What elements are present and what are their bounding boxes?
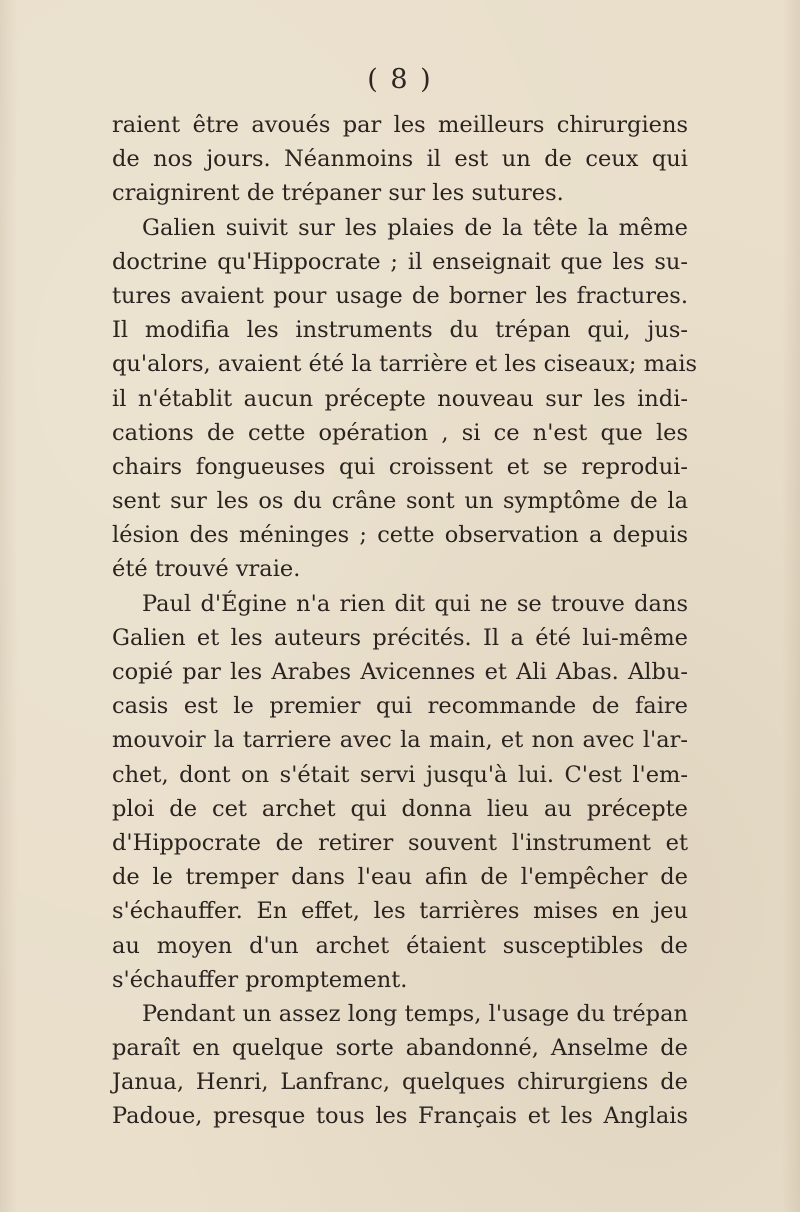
text-line: d'Hippocrate de retirer souvent l'instrument et bbox=[112, 829, 688, 856]
text-line: tures avaient pour usage de borner les fractures. bbox=[112, 282, 688, 309]
page-number: ( 8 ) bbox=[367, 64, 433, 95]
text-line: raient être avoués par les meilleurs chirurgiens bbox=[112, 112, 688, 138]
text-line: Galien suivit sur les plaies de la tête la même bbox=[142, 214, 688, 241]
text-line: Il modifia les instruments du trépan qui, jus- bbox=[112, 317, 688, 344]
text-line: doctrine qu'Hippocrate ; il enseignait que les su- bbox=[112, 248, 688, 275]
text-line: chairs fongueuses qui croissent et se reprodui- bbox=[112, 453, 688, 480]
text-line: Galien et les auteurs précités. Il a été lui-même bbox=[112, 624, 688, 651]
body-text bbox=[112, 108, 698, 1134]
text-line: s'échauffer promptement. bbox=[112, 966, 408, 993]
text-line: cations de cette opération , si ce n'est que les bbox=[112, 419, 688, 446]
text-line: il n'établit aucun précepte nouveau sur les indi- bbox=[112, 385, 688, 412]
text-line: sent sur les os du crâne sont un symptôme de la bbox=[112, 488, 688, 515]
text-line: au moyen d'un archet étaient susceptibles de bbox=[112, 932, 688, 959]
text-line: craignirent de trépaner sur les sutures. bbox=[112, 180, 564, 207]
text-line: paraît en quelque sorte abandonné, Anselme de bbox=[112, 1035, 688, 1062]
text-line: ploi de cet archet qui donna lieu au précepte bbox=[112, 795, 688, 822]
text-line: de nos jours. Néanmoins il est un de ceux qui bbox=[112, 146, 688, 173]
text-line: casis est le premier qui recommande de faire bbox=[112, 693, 688, 720]
text-line: Janua, Henri, Lanfranc, quelques chirurgiens de bbox=[112, 1069, 688, 1096]
text-line: lésion des méninges ; cette observation a depuis bbox=[112, 522, 688, 549]
text-line: qu'alors, avaient été la tarrière et les ciseaux; mais bbox=[112, 351, 698, 378]
text-line: Paul d'Égine n'a rien dit qui ne se trouve dans bbox=[142, 590, 688, 617]
text-line: copié par les Arabes Avicennes et Ali Abas. Albu- bbox=[112, 659, 688, 685]
text-line: s'échauffer. En effet, les tarrières mises en jeu bbox=[112, 898, 688, 925]
text-line: mouvoir la tarriere avec la main, et non avec l'ar- bbox=[112, 727, 688, 754]
text-line: chet, dont on s'était servi jusqu'à lui. C'est l'em- bbox=[112, 761, 688, 788]
text-line: été trouvé vraie. bbox=[112, 556, 301, 583]
text-line: de le tremper dans l'eau afin de l'empêcher de bbox=[112, 864, 688, 891]
text-line: Padoue, presque tous les Français et les Anglais bbox=[112, 1103, 688, 1130]
text-line: Pendant un assez long temps, l'usage du trépan bbox=[142, 1000, 688, 1027]
